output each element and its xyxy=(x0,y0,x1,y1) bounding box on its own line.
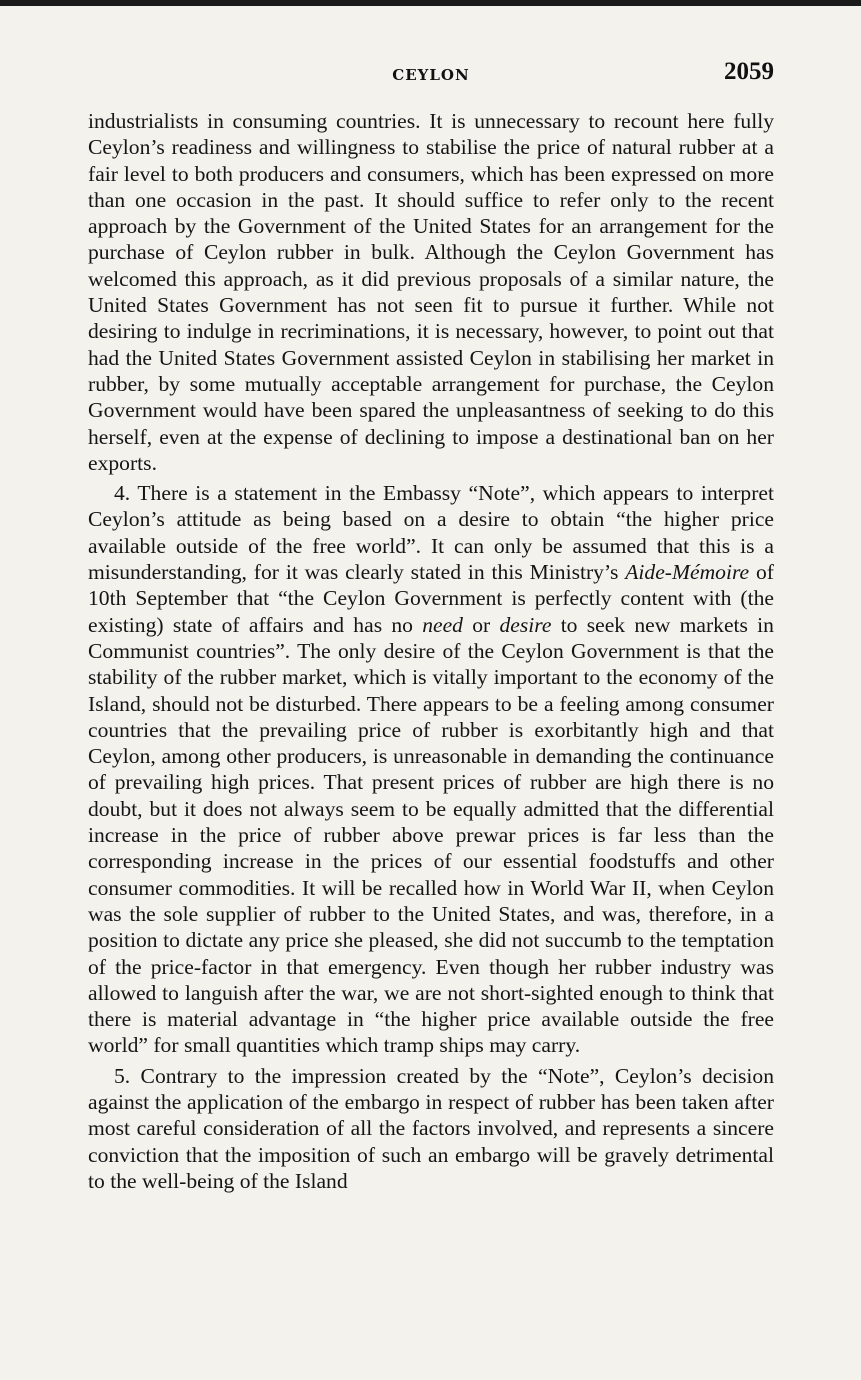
paragraph-continued: industrialists in consuming countries. It is unnecessary to recount here fully Ceylon’s readiness and willingness to stabilise the price of natural rubber at a fair level to both producers and consumers, which has been expressed on more than one occasion in the past. It should suffice to refer only to the recent approach by the Government of the United States for an arrangement for the purchase of Ceylon rubber in bulk. Although the Ceylon Government has welcomed this approach, as it did previous proposals of a similar nature, the United States Government has not seen fit to pursue it further. While not desiring to indulge in recriminations, it is necessary, however, to point out that had the United States Government assisted Ceylon in stabilising her market in rubber, by some mutually acceptable arrangement for purchase, the Ceylon Government would have been spared the unpleasantness of seeking to do this herself, even at the expense of declining to impose a destinational ban on her exports. xyxy=(88,109,774,475)
paragraph-4-text-c: of 10th September that “the Ceylon Government is perfectly content with (the existing) state of affairs and has no xyxy=(88,560,774,637)
need-italic: need xyxy=(422,612,463,637)
paragraph-4 xyxy=(88,480,774,1059)
page-header xyxy=(88,56,774,90)
top-border-rule xyxy=(0,0,861,6)
running-title: CEYLON xyxy=(392,66,470,84)
body-text xyxy=(88,108,774,1194)
paragraph-4-text-e: or xyxy=(462,612,500,637)
paragraph-4-text-g: to seek new markets in Communist countries”. The only desire of the Ceylon Government is that the stability of the rubber market, which is vitally important to the economy of the Island, should not be disturbed. There appears to be a feeling among consumer countries that the prevailing price of rubber is exorbitantly high and that Ceylon, among other producers, is unreasonable in demanding the continuance of prevailing high prices. That present prices of rubber are high there is no doubt, but it does not always seem to be equally admitted that the differential increase in the price of rubber above prewar prices is far less than the corresponding increase in the prices of our essential foodstuffs and other consumer commodities. It will be recalled how in World War II, when Ceylon was the sole supplier of rubber to the United States, and was, therefore, in a position to dictate any price she pleased, she did not succumb to the temptation of the price-factor in that emergency. Even though her rubber industry was allowed to languish after the war, we are not short-sighted enough to think that there is material advantage in “the higher price available outside the free world” for small quantities which tramp ships may carry. xyxy=(88,612,774,1058)
paragraph-4-text-a: 4. There is a statement in the Embassy “Note”, which appears to interpret Ceylon’s attitude as being based on a desire to obtain “the higher price available outside of the free world”. It can only be assumed that this is a misunderstanding, for it was clearly stated in this Ministry’s xyxy=(88,481,774,585)
aide-memoire-italic: Aide-Mémoire xyxy=(625,560,750,585)
paragraph-5: 5. Contrary to the impression created by the “Note”, Ceylon’s decision against the application of the embargo in respect of rubber has been taken after most careful consideration of all the factors involved, and represents a sincere conviction that the imposition of such an embargo will be gravely detrimental to the well-being of the Island xyxy=(88,1063,774,1193)
page-number: 2059 xyxy=(724,58,774,85)
desire-italic: desire xyxy=(499,612,552,637)
